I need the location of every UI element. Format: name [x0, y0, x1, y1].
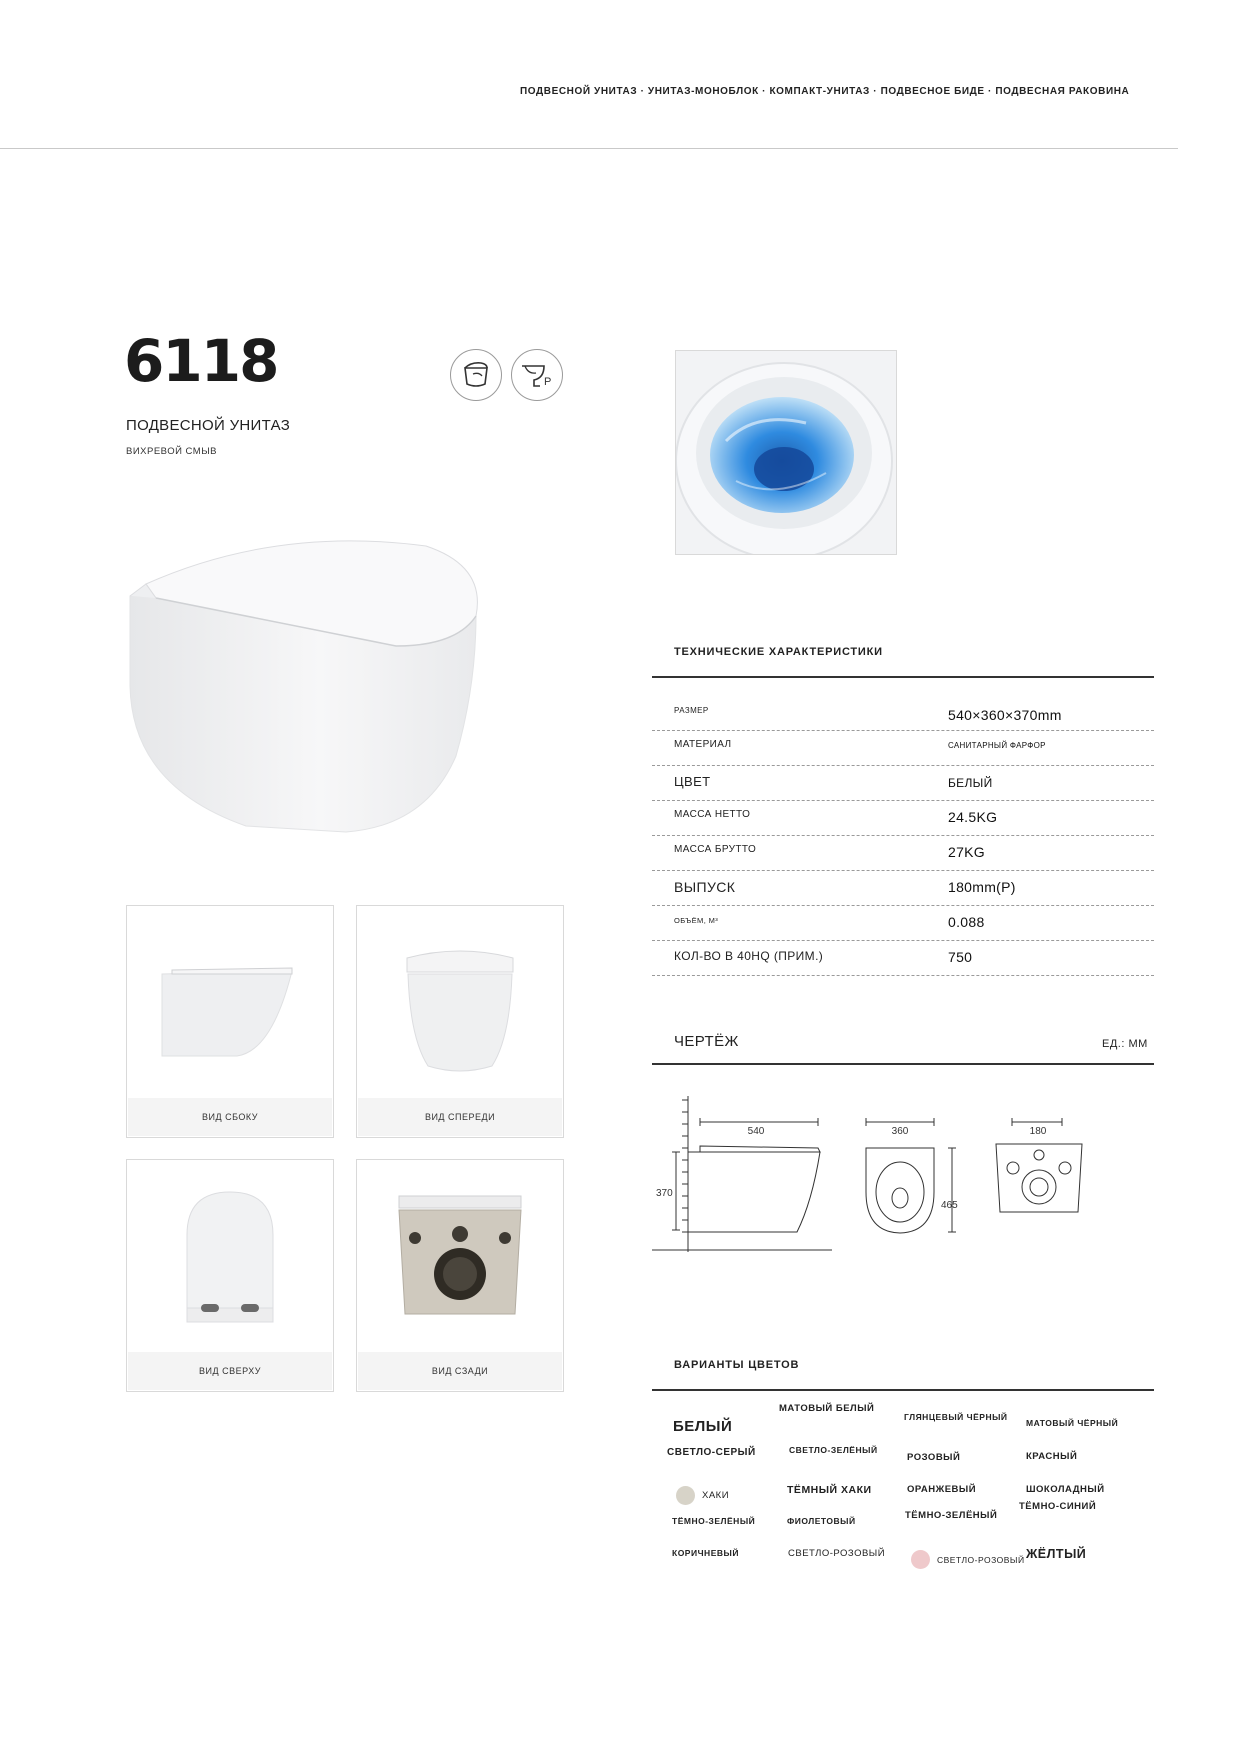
color-matte-black: МАТОВЫЙ ЧЁРНЫЙ [1026, 1418, 1119, 1428]
spec-value: САНИТАРНЫЙ ФАРФОР [948, 741, 1046, 750]
specs-title: ТЕХНИЧЕСКИЕ ХАРАКТЕРИСТИКИ [674, 646, 883, 658]
flush-photo [675, 350, 897, 555]
view-front-card [356, 905, 564, 1138]
p-trap-outlet-icon [512, 350, 562, 400]
color-dark-green: ТЁМНО-ЗЕЛЁНЫЙ [672, 1516, 756, 1526]
spec-value: 750 [948, 949, 973, 965]
spec-row-material [652, 731, 1154, 766]
toilet-bowl-badge [450, 349, 502, 401]
colors-title: ВАРИАНТЫ ЦВЕТОВ [674, 1359, 800, 1371]
drawing-top-rule [652, 1063, 1154, 1065]
spec-value: БЕЛЫЙ [948, 776, 993, 790]
spec-label: ЦВЕТ [674, 774, 711, 789]
color-dark-blue: ТЁМНО-СИНИЙ [1019, 1501, 1097, 1512]
color-light-green: СВЕТЛО-ЗЕЛЁНЫЙ [789, 1445, 878, 1455]
spec-label: КОЛ-ВО В 40HQ (ПРИМ.) [674, 949, 824, 963]
spec-value: 0.088 [948, 914, 985, 930]
spec-value: 24.5KG [948, 809, 998, 825]
color-khaki: ХАКИ [702, 1490, 730, 1501]
side-elevation [652, 1096, 832, 1252]
view-caption: ВИД СБОКУ [128, 1098, 332, 1136]
color-purple: ФИОЛЕТОВЫЙ [787, 1516, 856, 1526]
color-yellow: ЖЁЛТЫЙ [1026, 1547, 1087, 1561]
dim-height: 370 [656, 1188, 673, 1199]
spec-row-outlet [652, 871, 1154, 906]
khaki-swatch [676, 1486, 695, 1505]
product-type: ПОДВЕСНОЙ УНИТАЗ [126, 417, 291, 434]
spec-row-volume [652, 906, 1154, 941]
color-orange: ОРАНЖЕВЫЙ [907, 1484, 977, 1495]
spec-label: МАТЕРИАЛ [674, 739, 732, 750]
color-chocolate: ШОКОЛАДНЫЙ [1026, 1484, 1105, 1495]
color-white: БЕЛЫЙ [673, 1418, 733, 1435]
colors-top-rule [652, 1389, 1154, 1391]
color-light-pink: СВЕТЛО-РОЗОВЫЙ [788, 1548, 886, 1559]
p-trap-badge [511, 349, 563, 401]
spec-label: МАССА НЕТТО [674, 809, 751, 820]
main-product-photo [126, 536, 486, 834]
color-red: КРАСНЫЙ [1026, 1451, 1078, 1462]
drawing-unit: ЕД.: ММ [1102, 1038, 1148, 1050]
dim-depth: 465 [941, 1200, 958, 1211]
color-pink: РОЗОВЫЙ [907, 1452, 961, 1463]
technical-drawing [652, 1092, 1092, 1262]
view-top-card [126, 1159, 334, 1392]
spec-label: ВЫПУСК [674, 879, 736, 895]
spec-row-color [652, 766, 1154, 801]
toilet-bowl-icon [451, 350, 501, 400]
spec-row-gross-weight [652, 836, 1154, 871]
color-light-pink-2: СВЕТЛО-РОЗОВЫЙ [937, 1555, 1025, 1565]
flush-type: ВИХРЕВОЙ СМЫВ [126, 446, 217, 457]
top-plan [866, 1118, 956, 1233]
color-brown: КОРИЧНЕВЫЙ [672, 1548, 739, 1558]
view-back-card [356, 1159, 564, 1392]
light-pink-swatch [911, 1550, 930, 1569]
drawing-title: ЧЕРТЁЖ [674, 1033, 739, 1050]
color-dark-green-2: ТЁМНО-ЗЕЛЁНЫЙ [905, 1510, 998, 1521]
front-view-image [402, 948, 518, 1078]
view-side-card [126, 905, 334, 1138]
spec-row-container-qty [652, 941, 1154, 976]
spec-value: 180mm(P) [948, 879, 1016, 895]
side-view-image [157, 956, 297, 1066]
color-matte-white: МАТОВЫЙ БЕЛЫЙ [779, 1403, 875, 1414]
back-view-image [395, 1194, 525, 1330]
outlet-letter: P [544, 376, 552, 388]
view-caption: ВИД СВЕРХУ [128, 1352, 332, 1390]
specs-top-rule [652, 676, 1154, 678]
spec-value: 540×360×370mm [948, 707, 1062, 723]
color-light-gray: СВЕТЛО-СЕРЫЙ [667, 1447, 756, 1458]
view-caption: ВИД СЗАДИ [358, 1352, 562, 1390]
top-view-image [183, 1190, 277, 1326]
top-navigation: ПОДВЕСНОЙ УНИТАЗ · УНИТАЗ-МОНОБЛОК · КОМПАКТ-УНИТАЗ · ПОДВЕСНОЕ БИДЕ · ПОДВЕСНАЯ РАКОВИНА [520, 86, 1130, 97]
spec-label: ОБЪЁМ, M³ [674, 916, 719, 925]
dim-outlet: 180 [1029, 1126, 1047, 1137]
spec-label: РАЗМЕР [674, 706, 709, 715]
dim-length: 540 [747, 1126, 765, 1137]
color-dark-khaki: ТЁМНЫЙ ХАКИ [787, 1484, 872, 1496]
spec-row-size [652, 696, 1154, 731]
view-caption: ВИД СПЕРЕДИ [358, 1098, 562, 1136]
model-number: 6118 [124, 327, 278, 395]
dim-width: 360 [891, 1126, 909, 1137]
spec-value: 27KG [948, 844, 985, 860]
spec-row-net-weight [652, 801, 1154, 836]
color-glossy-black: ГЛЯНЦЕВЫЙ ЧЁРНЫЙ [904, 1412, 1008, 1422]
spec-label: МАССА БРУТТО [674, 844, 757, 855]
header-divider [0, 148, 1178, 149]
